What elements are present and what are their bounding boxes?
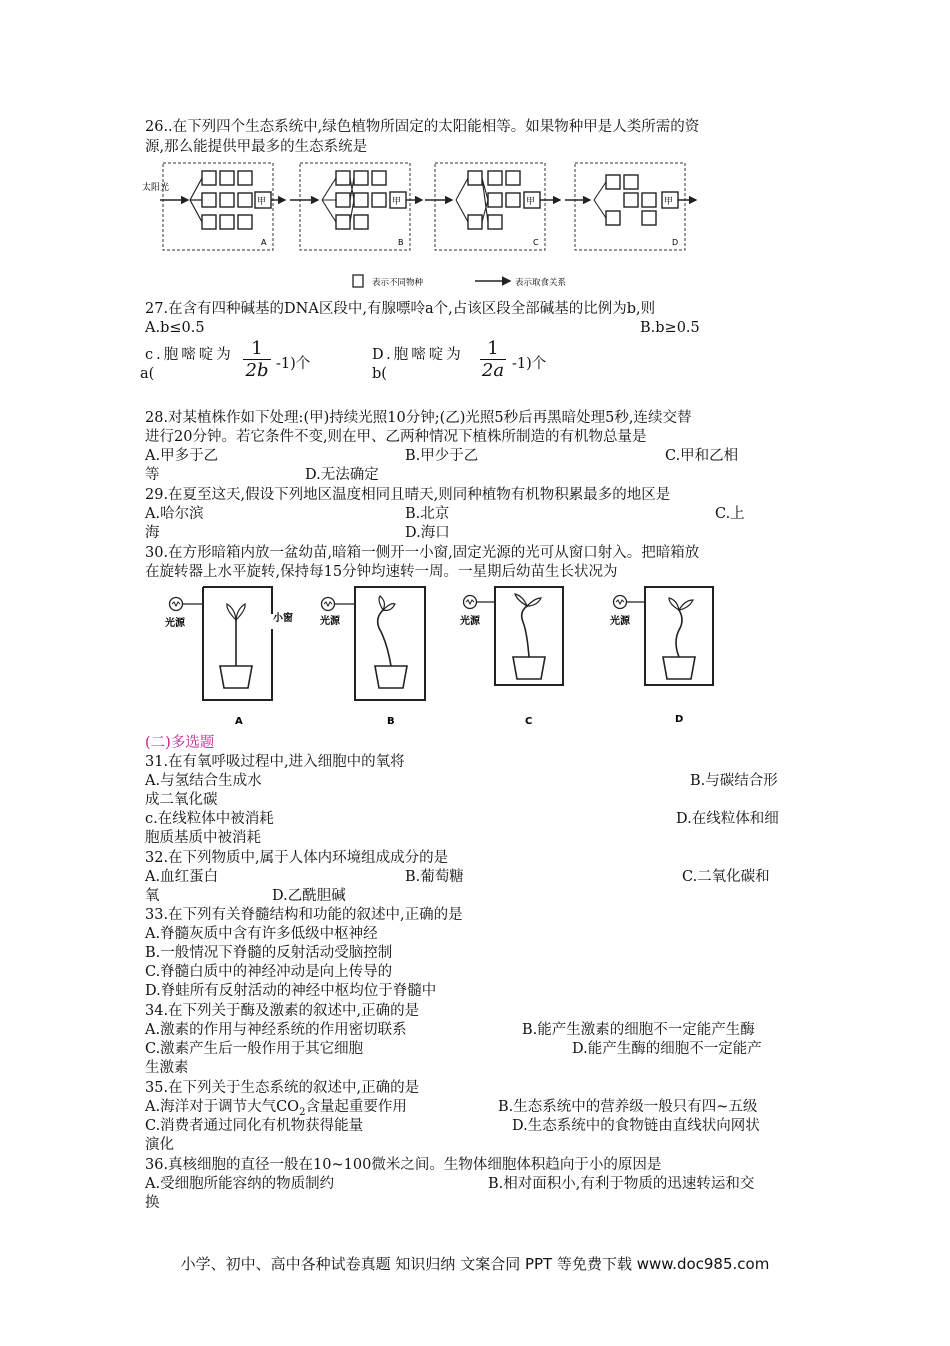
ecosystem-panel-d: [565, 163, 696, 250]
q29-option-c: C.上: [715, 506, 745, 522]
q35-option-b: B.生态系统中的营养级一般只有四~五级: [498, 1099, 758, 1115]
q35-option-d: D.生态系统中的食物链由直线状向网状: [512, 1118, 760, 1134]
q27-option-d-end: -1)个: [512, 356, 547, 372]
q35-stem: 35.在下列关于生态系统的叙述中,正确的是: [145, 1080, 420, 1096]
q27-option-c-end: -1)个: [276, 356, 311, 372]
q29-option-c-cont: 海: [145, 525, 160, 541]
q35-option-d-cont: 演化: [145, 1137, 174, 1153]
svg-text:甲: 甲: [526, 197, 536, 207]
q30-stem-line2: 在旋转器上水平旋转,保持每15分钟均速转一周。一星期后幼苗生长状况为: [145, 564, 618, 580]
q28-stem-line1: 28.对某植株作如下处理:(甲)持续光照10分钟;(乙)光照5秒后再黑暗处理5秒,连续交替: [145, 410, 692, 426]
q27-option-b: B.b≥0.5: [640, 320, 700, 336]
q34-option-a: A.激素的作用与神经系统的作用密切联系: [145, 1022, 407, 1038]
q28-stem-line2: 进行20分钟。若它条件不变,则在甲、乙两种情况下植株所制造的有机物总量是: [145, 429, 647, 445]
q32-option-d: D.乙酰胆碱: [272, 888, 346, 904]
panel-label-b: B: [398, 238, 404, 247]
seedling-label-b: B: [387, 716, 395, 727]
ecosystem-panel-c: [425, 163, 560, 250]
seedling-label-c: C: [525, 716, 533, 727]
q28-option-b: B.甲少于乙: [405, 448, 479, 464]
sun-label: 太阳光: [142, 183, 170, 193]
q33-option-c: C.脊髓白质中的神经冲动是向上传导的: [145, 964, 393, 980]
q31-option-d: D.在线粒体和细: [676, 811, 779, 827]
q34-option-c: C.激素产生后一般作用于其它细胞: [145, 1041, 364, 1057]
q26-ecosystem-diagram: [140, 160, 700, 295]
ecosystem-panel-b: [290, 163, 422, 250]
page-footer: 小学、初中、高中各种试卷真题 知识归纳 文案合同 PPT 等免费下载 www.doc985.com: [180, 1255, 770, 1273]
q28-option-c-cont: 等: [145, 467, 160, 483]
q30-seedling-diagram: [165, 582, 725, 730]
q35-option-a: A.海洋对于调节大气$CO_2$含量起重要作用: [145, 1099, 407, 1118]
q34-option-b: B.能产生激素的细胞不一定能产生酶: [522, 1022, 755, 1038]
q29-option-b: B.北京: [405, 506, 450, 522]
q36-option-a: A.受细胞所能容纳的物质制约: [145, 1176, 335, 1192]
panel-label-c: C: [533, 238, 539, 247]
q31-stem: 31.在有氧呼吸过程中,进入细胞中的氧将: [145, 754, 405, 770]
q27-option-a: A.b≤0.5: [145, 320, 205, 336]
svg-text:甲: 甲: [392, 197, 402, 207]
q33-option-d: D.脊蛙所有反射活动的神经中枢均位于脊髓中: [145, 983, 437, 999]
q29-option-d: D.海口: [405, 525, 450, 541]
q34-option-d-cont: 生激素: [145, 1060, 189, 1076]
q31-option-d-cont: 胞质基质中被消耗: [145, 830, 261, 846]
q28-option-a: A.甲多于乙: [145, 448, 219, 464]
q26-stem-line1: 26..在下列四个生态系统中,绿色植物所固定的太阳能相等。如果物种甲是人类所需的资: [145, 119, 700, 135]
svg-text:表示取食关系: 表示取食关系: [515, 278, 567, 288]
q26-stem-line2: 源,那么能提供甲最多的生态系统是: [145, 139, 368, 155]
q36-option-b-cont: 换: [145, 1195, 160, 1211]
q27-option-c-prefix: c.胞嘧啶为: [145, 347, 234, 363]
q27-option-d-fraction: 1 2a: [481, 338, 505, 381]
seedling-label-a: A: [235, 716, 243, 727]
q31-option-a: A.与氢结合生成水: [145, 773, 262, 789]
svg-text:光源: 光源: [320, 616, 340, 627]
seedling-panel-a: [165, 587, 293, 727]
q36-option-b: B.相对面积小,有利于物质的迅速转运和交: [488, 1176, 755, 1192]
ecosystem-panel-a: [142, 163, 285, 250]
seedling-label-d: D: [675, 714, 684, 725]
q31-option-b: B.与碳结合形: [690, 773, 778, 789]
q28-option-d: D.无法确定: [305, 467, 379, 483]
q36-stem: 36.真核细胞的直径一般在10~100微米之间。生物体细胞体积趋向于小的原因是: [145, 1157, 662, 1173]
q31-option-c: c.在线粒体中被消耗: [145, 811, 274, 827]
q29-option-a: A.哈尔滨: [145, 506, 204, 522]
q30-stem-line1: 30.在方形暗箱内放一盆幼苗,暗箱一侧开一小窗,固定光源的光可从窗口射入。把暗箱放: [145, 545, 700, 561]
seedling-panel-c: [460, 587, 563, 727]
diagram-legend: [353, 275, 567, 288]
q29-stem: 29.在夏至这天,假设下列地区温度相同且晴天,则同种植物有机物积累最多的地区是: [145, 487, 671, 503]
q27-stem: 27.在含有四种碱基的DNA区段中,有腺嘌呤a个,占该区段全部碱基的比例为b,则: [145, 301, 656, 317]
q27-option-d-start: b(: [372, 366, 387, 382]
panel-label-a: A: [261, 238, 267, 247]
q32-stem: 32.在下列物质中,属于人体内环境组成成分的是: [145, 850, 449, 866]
section-multiple-choice-heading: (二)多选题: [145, 735, 215, 751]
q31-option-b-cont: 成二氧化碳: [145, 792, 218, 808]
q32-option-b: B.葡萄糖: [405, 869, 464, 885]
species-jia: 甲: [257, 197, 267, 207]
svg-text:光源: 光源: [460, 616, 480, 627]
q27-option-c-fraction: 1 2b: [243, 338, 271, 381]
panel-label-d: D: [672, 238, 679, 247]
svg-text:光源: 光源: [610, 616, 630, 627]
q27-option-d-prefix: D.胞嘧啶为: [372, 347, 464, 363]
q34-stem: 34.在下列关于酶及激素的叙述中,正确的是: [145, 1003, 420, 1019]
q32-option-a: A.血红蛋白: [145, 869, 219, 885]
q32-option-c-cont: 氧: [145, 888, 160, 904]
seedling-panel-b: [320, 587, 425, 727]
svg-text:表示不同物种: 表示不同物种: [372, 278, 424, 288]
q33-option-b: B.一般情况下脊髓的反射活动受脑控制: [145, 945, 393, 961]
svg-text:光源: 光源: [165, 618, 185, 629]
seedling-panel-d: [610, 587, 713, 725]
q33-stem: 33.在下列有关脊髓结构和功能的叙述中,正确的是: [145, 907, 463, 923]
q28-option-c: C.甲和乙相: [665, 448, 739, 464]
q27-option-c-start: a(: [140, 366, 155, 382]
q35-option-c: C.消费者通过同化有机物获得能量: [145, 1118, 364, 1134]
svg-text:甲: 甲: [664, 197, 674, 207]
q34-option-d: D.能产生酶的细胞不一定能产: [572, 1041, 762, 1057]
svg-text:小窗: 小窗: [273, 613, 293, 624]
q33-option-a: A.脊髓灰质中含有许多低级中枢神经: [145, 926, 378, 942]
q32-option-c: C.二氧化碳和: [682, 869, 770, 885]
